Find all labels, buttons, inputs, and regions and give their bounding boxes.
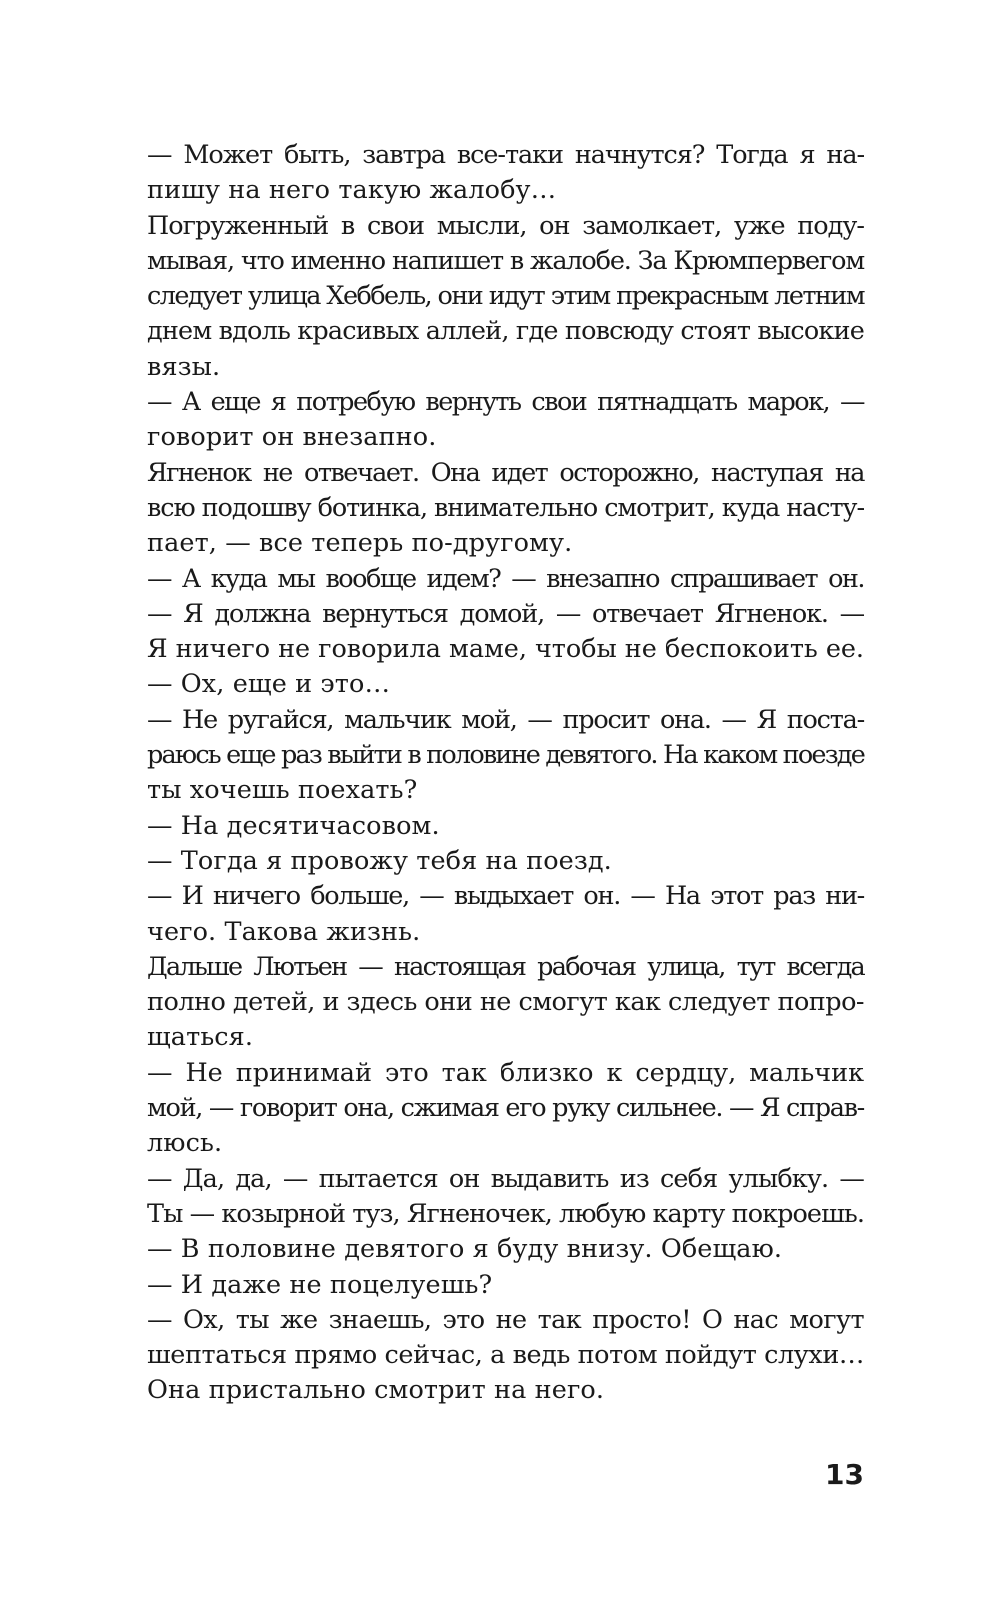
text-line: — Да, да, — пытается он выдавить из себя улыбку. — xyxy=(147,1163,864,1194)
text-line: — Не ругайся, мальчик мой, — просит она. — Я поста- xyxy=(147,704,864,735)
paragraph-9 xyxy=(108,809,864,844)
text-line: Я ничего не говорила маме, чтобы не беспокоить ее. xyxy=(147,634,864,665)
paragraph-11 xyxy=(108,879,864,950)
text-line: пишу на него такую жалобу… xyxy=(147,175,557,206)
text-line: чего. Такова жизнь. xyxy=(147,916,421,947)
text-line: — А еще я потребую вернуть свои пятнадцать марок, — xyxy=(147,387,864,418)
text-line: мой, — говорит она, сжимая его руку сильнее. — Я справ- xyxy=(147,1093,864,1124)
text-line: днем вдоль красивых аллей, где повсюду стоят высокие xyxy=(147,316,864,347)
text-line: — И ничего больше, — выдыхает он. — На этот раз ни- xyxy=(147,881,864,912)
paragraph-17 xyxy=(108,1303,864,1374)
paragraph-16 xyxy=(108,1268,864,1303)
text-line: — И даже не поцелуешь? xyxy=(147,1269,493,1300)
text-line: Дальше Лютьен — настоящая рабочая улица, тут всегда xyxy=(147,951,864,982)
paragraph-8 xyxy=(108,703,864,809)
text-line: раюсь еще раз выйти в половине девятого. На каком поезде xyxy=(147,740,864,771)
text-line: — Тогда я провожу тебя на поезд. xyxy=(147,845,612,876)
text-line: вязы. xyxy=(147,351,221,382)
text-line: ты хочешь поехать? xyxy=(147,775,418,806)
paragraph-7 xyxy=(108,667,864,702)
paragraph-5 xyxy=(108,562,864,597)
text-line: пает, — все теперь по-другому. xyxy=(147,528,573,559)
page-number: 13 xyxy=(825,1458,864,1491)
text-line: следует улица Хеббель, они идут этим прекрасным летним xyxy=(147,281,864,312)
text-line: — В половине девятого я буду внизу. Обещаю. xyxy=(147,1234,783,1265)
text-line: Она пристально смотрит на него. xyxy=(147,1375,605,1406)
text-line: — А куда мы вообще идем? — внезапно спрашивает он. xyxy=(147,563,864,594)
text-line: говорит он внезапно. xyxy=(147,422,437,453)
text-line: — Может быть, завтра все-таки начнутся? Тогда я на- xyxy=(147,140,864,170)
text-line: — Ох, ты же знаешь, это не так просто! О нас могут xyxy=(147,1304,864,1335)
paragraph-15 xyxy=(108,1232,864,1267)
paragraph-13 xyxy=(108,1056,864,1162)
text-line: Ягненок не отвечает. Она идет осторожно, наступая на xyxy=(147,457,864,488)
text-line: Погруженный в свои мысли, он замолкает, уже поду- xyxy=(147,210,864,241)
paragraph-3 xyxy=(108,385,864,456)
text-line: люсь. xyxy=(147,1128,223,1159)
text-line: шептаться прямо сейчас, а ведь потом пойдут слухи… xyxy=(147,1340,864,1371)
text-line: мывая, что именно напишет в жалобе. За Крюмпервегом xyxy=(147,245,864,276)
paragraph-1 xyxy=(108,138,864,209)
text-line: полно детей, и здесь они не смогут как следует попро- xyxy=(147,987,865,1018)
paragraph-2 xyxy=(108,209,864,385)
text-line: щаться. xyxy=(147,1022,254,1053)
page-body xyxy=(108,138,864,1409)
paragraph-18 xyxy=(108,1373,864,1408)
text-line: — Не принимай это так близко к сердцу, мальчик xyxy=(147,1057,864,1088)
paragraph-12 xyxy=(108,950,864,1056)
text-line: — Я должна вернуться домой, — отвечает Ягненок. — xyxy=(147,598,864,629)
paragraph-6 xyxy=(108,597,864,668)
paragraph-14 xyxy=(108,1162,864,1233)
text-line: — На десятичасовом. xyxy=(147,810,440,841)
paragraph-10 xyxy=(108,844,864,879)
text-line: всю подошву ботинка, внимательно смотрит, куда насту- xyxy=(147,492,864,523)
paragraph-4 xyxy=(108,456,864,562)
text-line: Ты — козырной туз, Ягненочек, любую карту покроешь. xyxy=(147,1198,864,1229)
text-line: — Ох, еще и это… xyxy=(147,669,391,700)
